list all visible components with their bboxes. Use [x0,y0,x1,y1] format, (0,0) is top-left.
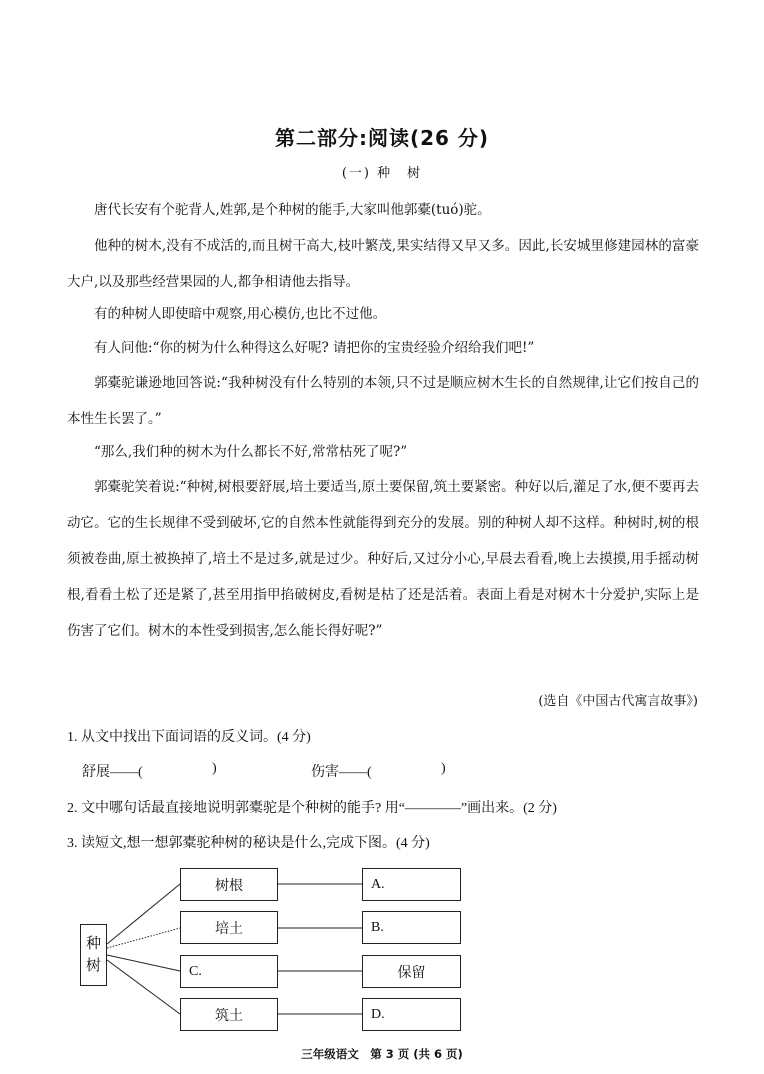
diagram-right-box-3: 保留 [362,955,461,988]
diagram-left-box-2: 培土 [180,911,278,944]
passage-source: (选自《中国古代寓言故事》) [538,694,698,709]
passage-paragraph-5: 郭橐驼谦逊地回答说:“我种树没有什么特别的本领,只不过是顺应树木生长的自然规律,让它们按自己的本性生长罢了。” [67,375,699,427]
diagram-answer-box-b[interactable]: B. [362,911,461,944]
page-footer: 三年级语文 第 3 页 (共 6 页) [301,1047,463,1061]
passage-paragraph-4: 有人问他:“你的树为什么种得这么好呢? 请把你的宝贵经验介绍给我们吧!” [94,340,535,356]
question-1: 1. 从文中找出下面词语的反义词。(4 分) [67,730,311,745]
passage-paragraph-1: 唐代长安有个驼背人,姓郭,是个种树的能手,大家叫他郭橐(tuó)驼。 [94,202,491,218]
section-title: 第二部分:阅读(26 分) [274,126,490,150]
question-3: 3. 读短文,想一想郭橐驼种树的秘诀是什么,完成下图。(4 分) [67,836,430,851]
q1-blank-1-close[interactable]: ) [212,761,217,776]
diagram-answer-box-c[interactable]: C. [180,955,278,988]
passage-paragraph-2: 他种的树木,没有不成活的,而且树干高大,枝叶繁茂,果实结得又早又多。因此,长安城里修建园林的富豪大户,以及那些经营果园的人,都争相请他去指导。 [67,238,699,290]
diagram-left-box-4: 筑土 [180,998,278,1031]
q1-word-1: 舒展——( [82,765,143,780]
passage-paragraph-7: 郭橐驼笑着说:“种树,树根要舒展,培土要适当,原土要保留,筑土要紧密。种好以后,灌足了水,便不要再去动它。它的生长规律不受到破坏,它的自然本性就能得到充分的发展。别的种树人却不这样。种树时,树的根须被卷曲,原土被换掉了,培土不是过多,就是过少。种好后,又过分小心,早晨去看看,晚上去摸摸,用手摇动树根,看看土松了还是紧了,甚至用指甲掐破树皮,看树是枯了还是活着。表面上看是对树木十分爱护,实际上是伤害了它们。树木的本性受到损害,怎么能长得好呢?” [67,479,699,639]
passage-paragraph-6: “那么,我们种的树木为什么都长不好,常常枯死了呢?” [94,444,408,460]
diagram-left-box-1: 树根 [180,868,278,901]
q1-blank-2-close[interactable]: ) [441,761,446,776]
q1-word-2: 伤害——( [311,765,372,780]
diagram-root-box: 种 树 [80,924,107,986]
diagram-answer-box-a[interactable]: A. [362,868,461,901]
passage-paragraph-3: 有的种树人即使暗中观察,用心模仿,也比不过他。 [94,306,387,322]
diagram-answer-box-d[interactable]: D. [362,998,461,1031]
passage-subtitle: (一) 种 树 [341,166,423,181]
question-2: 2. 文中哪句话最直接地说明郭橐驼是个种树的能手? 用“————”画出来。(2 分) [67,801,557,816]
